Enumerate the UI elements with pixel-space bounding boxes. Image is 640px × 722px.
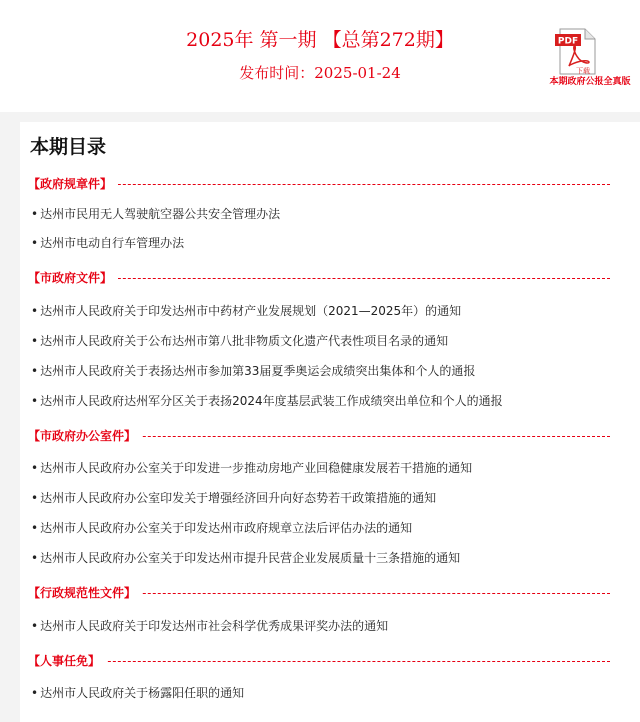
bullet-dot: •	[31, 304, 39, 318]
toc-item-link[interactable]	[31, 489, 436, 507]
category-header	[28, 269, 610, 287]
pdf-download-text: 下载	[576, 67, 590, 75]
category-header	[28, 427, 610, 445]
toc-panel	[20, 122, 640, 722]
toc-item-text: 达州市人民政府办公室关于印发达州市政府规章立法后评估办法的通知	[40, 521, 413, 535]
toc-item-link[interactable]	[31, 302, 461, 320]
category-label: 【市政府办公室件】	[28, 427, 142, 445]
toc-item-text: 达州市人民政府办公室关于印发进一步推动房地产业回稳健康发展若干措施的通知	[40, 461, 473, 475]
category-label: 【政府规章件】	[28, 175, 118, 193]
toc-item-text: 达州市民用无人驾驶航空器公共安全管理办法	[40, 207, 281, 221]
category-label: 【行政规范性文件】	[28, 584, 142, 602]
bullet-dot: •	[31, 619, 39, 633]
bullet-dot: •	[31, 394, 39, 408]
category-label: 【人事任免】	[28, 652, 106, 670]
pdf-file-icon	[554, 28, 598, 76]
bullet-dot: •	[31, 521, 39, 535]
toc-item-text: 达州市人民政府达州军分区关于表扬2024年度基层武装工作成绩突出单位和个人的通报	[40, 394, 503, 408]
issue-title: 2025年 第一期 【总第272期】	[186, 29, 454, 51]
toc-title: 本期目录	[30, 136, 107, 158]
bullet-dot: •	[31, 686, 39, 700]
toc-item-link[interactable]	[31, 332, 448, 350]
toc-item-text: 达州市人民政府关于杨露阳任职的通知	[40, 686, 245, 700]
bullet-dot: •	[31, 207, 39, 221]
pdf-download-link[interactable]	[548, 28, 638, 94]
toc-item-link[interactable]	[31, 205, 280, 223]
toc-item-link[interactable]	[31, 617, 388, 635]
bullet-dot: •	[31, 334, 39, 348]
issue-header	[0, 0, 640, 112]
toc-item-text: 达州市人民政府关于印发达州市社会科学优秀成果评奖办法的通知	[40, 619, 389, 633]
bullet-dot: •	[31, 236, 39, 250]
toc-item-link[interactable]	[31, 392, 503, 410]
toc-item-link[interactable]	[31, 549, 460, 567]
toc-item-text: 达州市人民政府办公室关于印发达州市提升民营企业发展质量十三条措施的通知	[40, 551, 461, 565]
category-header	[28, 584, 610, 602]
toc-item-link[interactable]	[31, 459, 472, 477]
toc-item-link[interactable]	[31, 519, 412, 537]
publish-date-label: 发布时间：	[239, 64, 315, 82]
bullet-dot: •	[31, 461, 39, 475]
publish-date-value: 2025-01-24	[314, 64, 401, 82]
toc-item-text: 达州市人民政府办公室印发关于增强经济回升向好态势若干政策措施的通知	[40, 491, 437, 505]
toc-item-link[interactable]	[31, 362, 475, 380]
toc-item-link[interactable]	[31, 684, 244, 702]
bullet-dot: •	[31, 364, 39, 378]
pdf-badge-text: PDF	[557, 36, 579, 47]
toc-item-text: 达州市人民政府关于表扬达州市参加第33届夏季奥运会成绩突出集体和个人的通报	[40, 364, 476, 378]
category-divider	[28, 661, 610, 662]
category-header	[28, 175, 610, 193]
category-label: 【市政府文件】	[28, 269, 118, 287]
toc-item-text: 达州市电动自行车管理办法	[40, 236, 185, 250]
pdf-caption: 本期政府公报全真版	[549, 77, 631, 87]
bullet-dot: •	[31, 491, 39, 505]
bullet-dot: •	[31, 551, 39, 565]
toc-item-link[interactable]	[31, 234, 184, 252]
toc-item-text: 达州市人民政府关于公布达州市第八批非物质文化遗产代表性项目名录的通知	[40, 334, 449, 348]
category-header	[28, 652, 610, 670]
toc-item-text: 达州市人民政府关于印发达州市中药材产业发展规划（2021—2025年）的通知	[40, 304, 462, 318]
